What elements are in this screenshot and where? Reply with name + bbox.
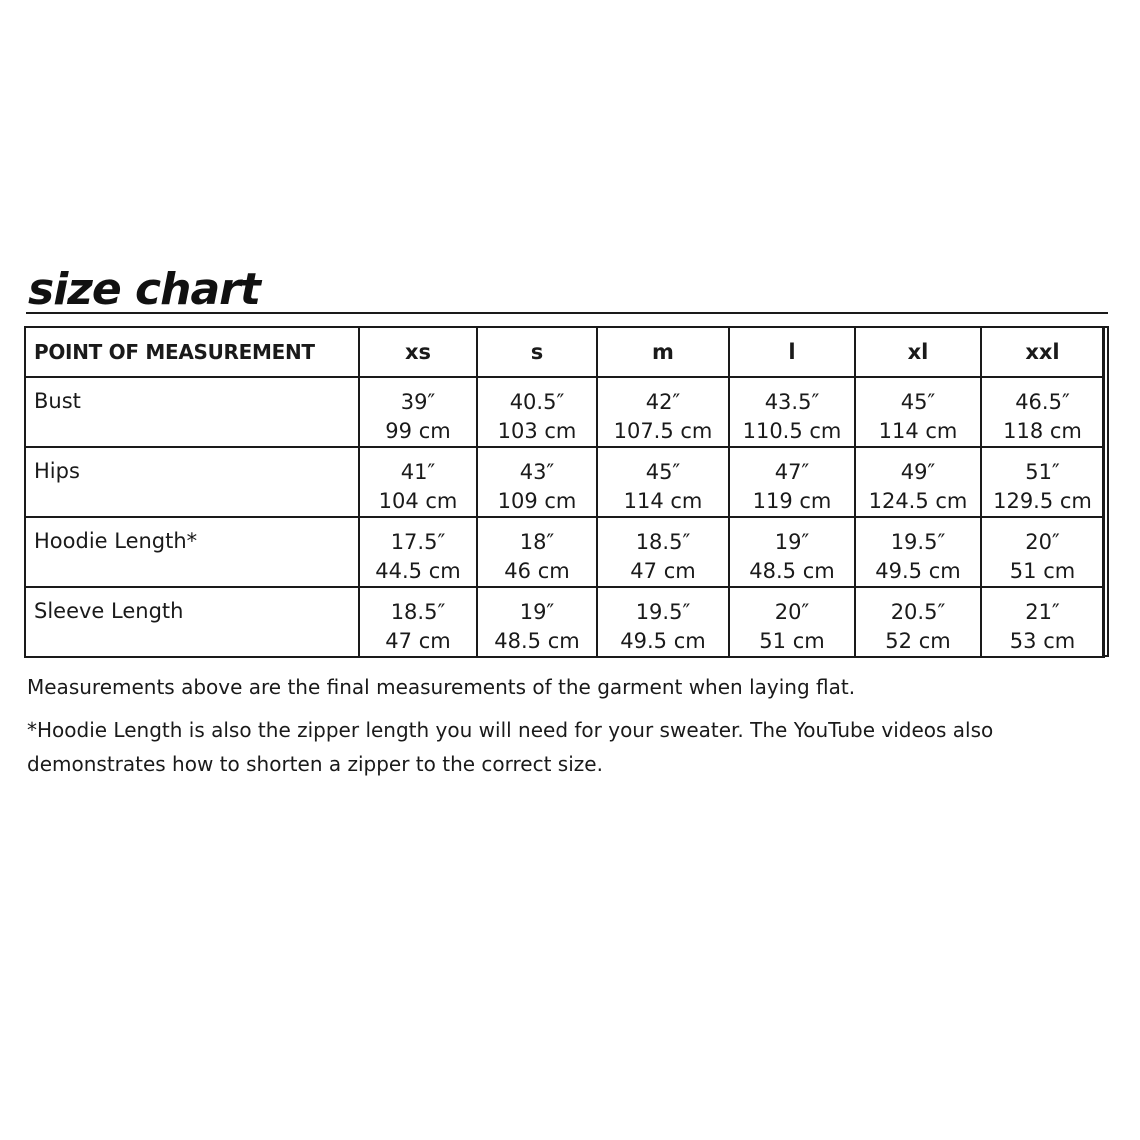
inch-value: 18.5″ <box>635 530 691 554</box>
inch-value: 19″ <box>774 530 810 554</box>
inch-value: 43″ <box>519 460 555 484</box>
cm-value: 104 cm <box>378 489 458 513</box>
cm-value: 48.5 cm <box>749 559 835 583</box>
table-cell <box>981 587 1104 657</box>
inch-value: 49″ <box>900 460 936 484</box>
table-cell <box>597 447 729 517</box>
cm-value: 44.5 cm <box>375 559 461 583</box>
header-size-l: l <box>729 327 855 377</box>
table-cell <box>981 517 1104 587</box>
header-size-xl: xl <box>855 327 981 377</box>
cm-value: 107.5 cm <box>613 419 713 443</box>
header-row <box>25 327 1104 377</box>
table-cell <box>359 587 477 657</box>
title-divider <box>26 312 1108 314</box>
inch-value: 17.5″ <box>390 530 446 554</box>
inch-value: 19″ <box>519 600 555 624</box>
cm-value: 103 cm <box>497 419 577 443</box>
measurement-note: Measurements above are the final measurements of the garment when laying flat. <box>27 675 856 699</box>
header-size-xs: xs <box>359 327 477 377</box>
cm-value: 124.5 cm <box>868 489 968 513</box>
table-cell <box>855 447 981 517</box>
table-cell <box>477 377 597 447</box>
inch-value: 20″ <box>774 600 810 624</box>
inch-value: 18″ <box>519 530 555 554</box>
inch-value: 20.5″ <box>890 600 946 624</box>
inch-value: 18.5″ <box>390 600 446 624</box>
table-cell <box>477 587 597 657</box>
table-cell <box>597 377 729 447</box>
inch-value: 46.5″ <box>1015 390 1070 414</box>
table-cell <box>597 517 729 587</box>
table-cell <box>981 377 1104 447</box>
cm-value: 51 cm <box>759 629 825 653</box>
row-label-hoodie-length: Hoodie Length* <box>25 517 359 587</box>
table-cell <box>597 587 729 657</box>
row-label-sleeve-length: Sleeve Length <box>25 587 359 657</box>
inch-value: 47″ <box>774 460 810 484</box>
table-cell <box>477 517 597 587</box>
cm-value: 110.5 cm <box>742 419 842 443</box>
table-cell <box>359 447 477 517</box>
table-cell <box>981 447 1104 517</box>
table-cell <box>855 517 981 587</box>
inch-value: 45″ <box>645 460 681 484</box>
cm-value: 51 cm <box>1009 559 1076 583</box>
cm-value: 99 cm <box>385 419 451 443</box>
cm-value: 52 cm <box>885 629 951 653</box>
cm-value: 114 cm <box>623 489 703 513</box>
table-cell <box>855 377 981 447</box>
inch-value: 40.5″ <box>509 390 565 414</box>
row-label-hips: Hips <box>25 447 359 517</box>
table-cell <box>729 587 855 657</box>
table-cell <box>359 377 477 447</box>
header-point-of-measurement: POINT OF MEASUREMENT <box>25 327 359 377</box>
table-row-hips <box>25 447 1104 517</box>
cm-value: 47 cm <box>630 559 696 583</box>
header-size-s: s <box>477 327 597 377</box>
cm-value: 49.5 cm <box>875 559 961 583</box>
table-cell <box>855 587 981 657</box>
inch-value: 51″ <box>1025 460 1060 484</box>
cm-value: 129.5 cm <box>993 489 1092 513</box>
table-row-hoodie-length <box>25 517 1104 587</box>
cm-value: 119 cm <box>752 489 832 513</box>
cm-value: 49.5 cm <box>620 629 706 653</box>
hoodie-length-note: *Hoodie Length is also the zipper length you will need for your sweater. The YouTube videos also demonstrates how to shorten a zipper to the correct size. <box>27 718 994 776</box>
table-cell <box>359 517 477 587</box>
cm-value: 118 cm <box>1003 419 1082 443</box>
table-cell <box>729 447 855 517</box>
row-label-bust: Bust <box>25 377 359 447</box>
inch-value: 45″ <box>900 390 936 414</box>
table-outer-edge <box>1102 326 1109 657</box>
page-title: size chart <box>28 264 260 315</box>
inch-value: 19.5″ <box>635 600 691 624</box>
table-row-bust <box>25 377 1104 447</box>
table-cell <box>729 377 855 447</box>
inch-value: 43.5″ <box>764 390 820 414</box>
table-row-sleeve-length <box>25 587 1104 657</box>
inch-value: 21″ <box>1025 600 1060 624</box>
inch-value: 42″ <box>645 390 681 414</box>
cm-value: 46 cm <box>504 559 570 583</box>
cm-value: 47 cm <box>385 629 451 653</box>
table-cell <box>729 517 855 587</box>
inch-value: 39″ <box>400 390 436 414</box>
inch-value: 19.5″ <box>890 530 946 554</box>
inch-value: 20″ <box>1025 530 1060 554</box>
size-chart-table <box>24 326 1105 658</box>
cm-value: 114 cm <box>878 419 958 443</box>
inch-value: 41″ <box>400 460 436 484</box>
table-cell <box>477 447 597 517</box>
header-size-m: m <box>597 327 729 377</box>
cm-value: 48.5 cm <box>494 629 580 653</box>
cm-value: 109 cm <box>497 489 577 513</box>
cm-value: 53 cm <box>1009 629 1076 653</box>
header-size-xxl: xxl <box>981 327 1104 377</box>
